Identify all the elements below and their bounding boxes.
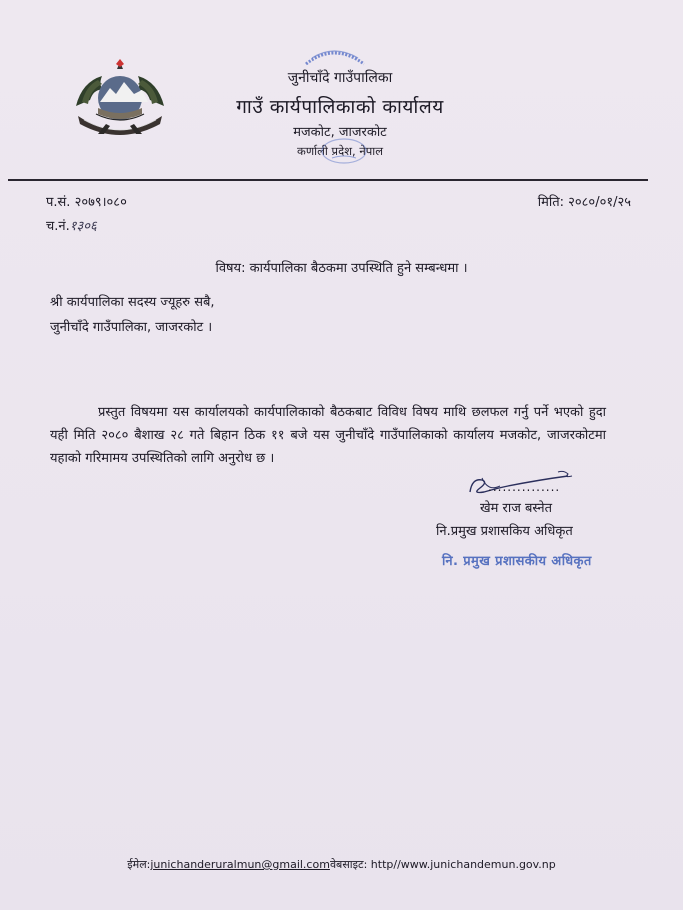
- date-label: मिति:: [537, 195, 565, 210]
- dispatch-stamp-icon: [318, 136, 370, 166]
- province: कर्णाली प्रदेश, नेपाल: [296, 144, 384, 158]
- letter-body: प्रस्तुत विषयमा यस कार्यालयको कार्यपालिकाको बैठकबाट विविध विषय माथि छलफल गर्नु पर्ने भएको हुदा यही मिति २०८० बैशाख २८ गते बिहान ठिक ११ बजे यस जुनीचाँदे गाउँपालिकाको कार्यालय मजकोट, जाजरकोटमा यहाको गरिमामय उपस्थितिको लागि अनुरोध छ ।: [50, 405, 606, 466]
- letter-date: [538, 192, 631, 210]
- letter-number-label: प.सं.: [46, 195, 71, 210]
- letter-footer: [0, 857, 683, 872]
- dispatch-number: [46, 216, 97, 234]
- signatory-name: खेम राज बस्नेत: [480, 501, 553, 516]
- dispatch-number-label: च.नं.: [46, 219, 70, 234]
- website-link[interactable]: http//www.junichandemun.gov.np: [370, 858, 556, 871]
- office-address: मजकोट, जाजरकोट: [293, 125, 387, 140]
- official-seal-stamp: नि. प्रमुख प्रशासकीय अधिकृत: [442, 554, 592, 569]
- dispatch-number-value: १३०६: [69, 219, 97, 234]
- addressee-line-2: जुनीचाँदे गाउँपालिका, जाजरकोट ।: [50, 320, 213, 335]
- website-label: वेबसाइट:: [329, 858, 368, 871]
- signature-dots: ...............: [488, 480, 561, 494]
- office-name: गाउँ कार्यपालिकाको कार्यालय: [236, 96, 444, 118]
- municipality-name: जुनीचाँदे गाउँपालिका: [287, 70, 393, 86]
- letter-number: [46, 192, 127, 210]
- addressee-line-1: श्री कार्यपालिका सदस्य ज्यूहरु सबै,: [50, 295, 215, 310]
- subject-line: विषय: कार्यपालिका बैठकमा उपस्थिति हुने सम्बन्धमा ।: [215, 261, 468, 276]
- letter-number-value: २०७९।०८०: [74, 195, 127, 210]
- signatory-title: नि.प्रमुख प्रशासकिय अधिकृत: [436, 524, 573, 539]
- date-value: २०८०/०१/२५: [568, 195, 631, 210]
- nepal-emblem-icon: [66, 58, 174, 138]
- email-link[interactable]: junichanderuralmun@gmail.com: [150, 858, 330, 871]
- email-label: ईमेल:: [127, 858, 151, 871]
- header-divider: [8, 179, 648, 181]
- rubber-stamp-icon: [300, 42, 370, 68]
